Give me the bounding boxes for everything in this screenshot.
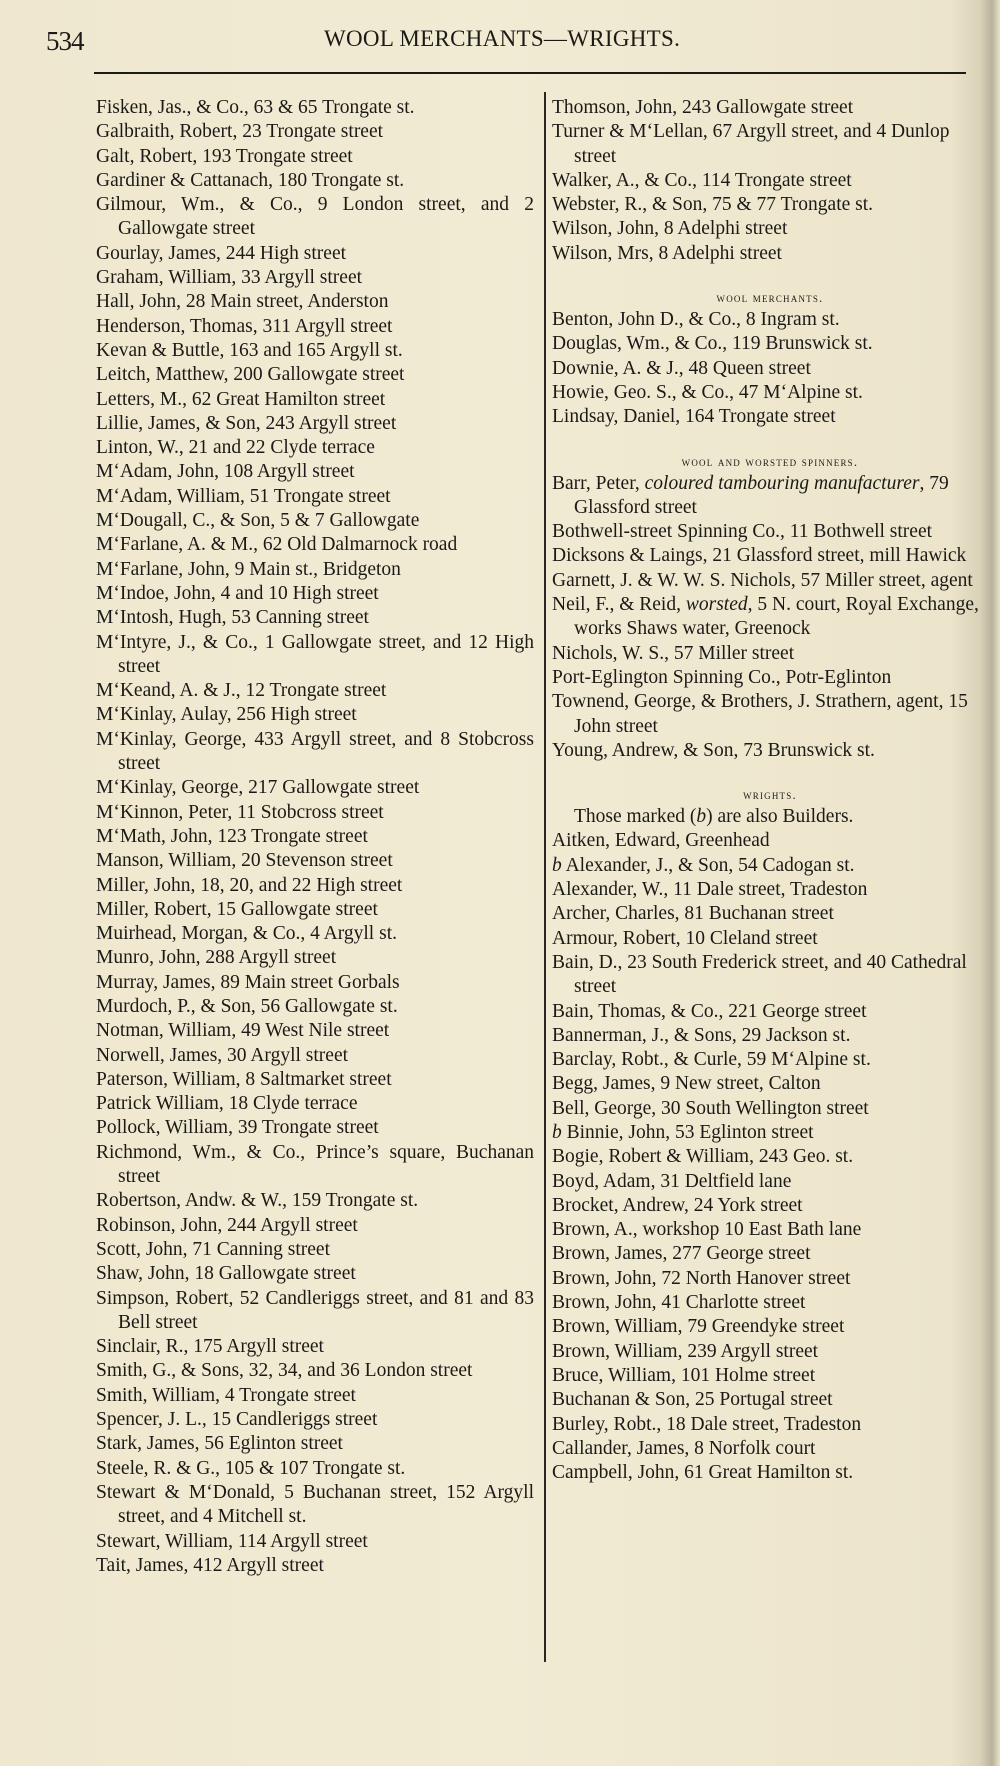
directory-entry: Lillie, James, & Son, 243 Argyll street	[96, 412, 397, 434]
directory-entry: Gardiner & Cattanach, 180 Trongate st.	[96, 169, 405, 191]
builders-note	[552, 805, 988, 829]
directory-entry: Hall, John, 28 Main street, Anderston	[96, 291, 389, 313]
wright-entry	[552, 1437, 988, 1461]
wright-entry	[552, 1340, 988, 1364]
entry-name: Nichols, W. S., 57 Miller street	[552, 642, 795, 664]
column-divider	[544, 92, 546, 1662]
builder-marker: b	[552, 854, 562, 876]
directory-entry: Patrick William, 18 Clyde terrace	[96, 1093, 358, 1115]
directory-entry: M‘Kinlay, George, 433 Argyll street, and 8 Stobcross street	[96, 728, 534, 775]
wright-entry	[552, 1121, 988, 1145]
directory-entry: Henderson, Thomas, 311 Argyll street	[96, 315, 393, 337]
wright-entry	[552, 1024, 988, 1048]
builder-marker: b	[552, 1121, 562, 1143]
entry-text: Burley, Robt., 18 Dale street, Tradeston	[552, 1413, 862, 1435]
header-rule	[94, 72, 966, 74]
directory-entry: Robertson, Andw. & W., 159 Trongate st.	[96, 1190, 419, 1212]
directory-entry: M‘Kinlay, Aulay, 256 High street	[96, 704, 357, 726]
entry-text: Archer, Charles, 81 Buchanan street	[552, 903, 834, 925]
directory-entry: Fisken, Jas., & Co., 63 & 65 Trongate st.	[96, 97, 415, 118]
directory-entry: M‘Dougall, C., & Son, 5 & 7 Gallowgate	[96, 510, 420, 532]
directory-entry: Galt, Robert, 193 Trongate street	[96, 145, 353, 167]
entry-name: Dicksons & Laings, 21 Glassford street, mill Hawick	[552, 545, 967, 567]
spinner-entry	[552, 544, 988, 568]
directory-entry: Sinclair, R., 175 Argyll street	[96, 1336, 324, 1358]
directory-entry: Steele, R. & G., 105 & 107 Trongate st.	[96, 1457, 406, 1479]
entry-text: Brown, A., workshop 10 East Bath lane	[552, 1219, 862, 1241]
entry-text: Boyd, Adam, 31 Deltfield lane	[552, 1170, 792, 1192]
wright-entry	[552, 1267, 988, 1291]
page-number: 534	[46, 26, 84, 56]
entry-text: Campbell, John, 61 Great Hamilton st.	[552, 1462, 854, 1484]
directory-entry: Spencer, J. L., 15 Candleriggs street	[96, 1409, 378, 1431]
directory-entry: Thomson, John, 243 Gallowgate street	[552, 97, 854, 118]
entry-text: Aitken, Edward, Greenhead	[552, 830, 770, 852]
section-heading-wrights: wrights.	[743, 787, 797, 803]
directory-entry: Manson, William, 20 Stevenson street	[96, 850, 393, 872]
directory-entry: Howie, Geo. S., & Co., 47 M‘Alpine st.	[552, 381, 863, 403]
entry-text: Brown, James, 277 George street	[552, 1243, 811, 1265]
entry-name: Townend, George, & Brothers, J. Strathern, agent, 15 John street	[552, 691, 968, 737]
continued-entries	[552, 96, 988, 266]
spinner-entry	[552, 690, 988, 739]
entry-name: Garnett, J. & W. W. S. Nichols, 57 Miller street, agent	[552, 569, 973, 591]
section-heading-spinners: wool and worsted spinners.	[681, 453, 859, 469]
directory-entry: M‘Intosh, Hugh, 53 Canning street	[96, 607, 369, 629]
entry-trade: worsted	[685, 594, 748, 616]
entry-text: Alexander, W., 11 Dale street, Tradeston	[552, 879, 868, 901]
directory-entry: Webster, R., & Son, 75 & 77 Trongate st.	[552, 194, 874, 216]
directory-entry: Stewart, William, 114 Argyll street	[96, 1530, 368, 1552]
wright-entry	[552, 1388, 988, 1412]
entry-text: Bruce, William, 101 Holme street	[552, 1364, 816, 1386]
directory-entry: M‘Math, John, 123 Trongate street	[96, 825, 368, 847]
directory-entry: Richmond, Wm., & Co., Prince’s square, Buchanan street	[96, 1141, 534, 1188]
spinner-entry	[552, 569, 988, 593]
directory-entry: M‘Intyre, J., & Co., 1 Gallowgate street, and 12 High street	[96, 631, 534, 677]
spinner-entry	[552, 739, 988, 763]
spinners-list	[552, 472, 988, 764]
wright-entry	[552, 1170, 988, 1194]
entry-text: Brown, John, 41 Charlotte street	[552, 1292, 806, 1314]
note-prefix: Those marked (	[574, 806, 697, 828]
directory-entry: M‘Adam, John, 108 Argyll street	[96, 461, 355, 483]
wright-entry	[552, 1145, 988, 1169]
directory-entry: Gilmour, Wm., & Co., 9 London street, and 2 Gallowgate street	[96, 194, 534, 240]
entry-text: Callander, James, 8 Norfolk court	[552, 1437, 816, 1459]
directory-entry: Wilson, John, 8 Adelphi street	[552, 218, 788, 240]
directory-entry: Turner & M‘Lellan, 67 Argyll street, and 4 Dunlop street	[552, 121, 950, 167]
directory-entry: Leitch, Matthew, 200 Gallowgate street	[96, 364, 405, 386]
wright-entry	[552, 1000, 988, 1024]
entry-address: , 5 N. court, Royal Exchange, works Shaws water, Greenock	[574, 594, 979, 640]
note-suffix: ) are also Builders.	[706, 806, 854, 828]
directory-entry: Kevan & Buttle, 163 and 165 Argyll st.	[96, 339, 403, 361]
note-marker: b	[696, 806, 707, 828]
directory-entry: Murray, James, 89 Main street Gorbals	[96, 971, 400, 993]
wright-entry	[552, 1461, 988, 1485]
entry-text: Brown, William, 239 Argyll street	[552, 1340, 819, 1362]
entry-name: Port-Eglington Spinning Co., Potr-Eglinton	[552, 666, 892, 688]
spinner-entry	[552, 642, 988, 666]
running-head: WOOL MERCHANTS—WRIGHTS.	[324, 26, 681, 51]
directory-entry: Benton, John D., & Co., 8 Ingram st.	[552, 309, 840, 331]
directory-entry: Miller, Robert, 15 Gallowgate street	[96, 898, 378, 920]
wright-entry	[552, 1291, 988, 1315]
entry-text: Bain, D., 23 South Frederick street, and 40 Cathedral street	[552, 951, 967, 998]
entry-text: Brown, William, 79 Greendyke street	[552, 1316, 845, 1338]
spinner-entry	[552, 666, 988, 690]
directory-entry: Tait, James, 412 Argyll street	[96, 1554, 324, 1576]
entry-name: Neil, F., & Reid,	[552, 594, 686, 616]
directory-entry: M‘Keand, A. & J., 12 Trongate street	[96, 680, 387, 702]
entry-address: , 79 Glassford street	[574, 472, 949, 518]
directory-entry: Munro, John, 288 Argyll street	[96, 947, 337, 969]
entry-text: Bannerman, J., & Sons, 29 Jackson st.	[552, 1024, 851, 1046]
directory-entry: Robinson, John, 244 Argyll street	[96, 1214, 358, 1236]
spinner-entry	[552, 593, 988, 642]
entry-text: Bell, George, 30 South Wellington street	[552, 1097, 869, 1119]
entry-text: Brown, John, 72 North Hanover street	[552, 1267, 851, 1289]
wright-entry	[552, 1242, 988, 1266]
directory-entry: Norwell, James, 30 Argyll street	[96, 1044, 349, 1066]
directory-entry: Lindsay, Daniel, 164 Trongate street	[552, 406, 836, 428]
wright-entry	[552, 1218, 988, 1242]
directory-entry: Miller, John, 18, 20, and 22 High street	[96, 874, 403, 896]
directory-entry: M‘Kinlay, George, 217 Gallowgate street	[96, 777, 420, 799]
directory-entry: Gourlay, James, 244 High street	[96, 242, 347, 264]
directory-entry: Shaw, John, 18 Gallowgate street	[96, 1263, 356, 1285]
directory-entry: Letters, M., 62 Great Hamilton street	[96, 388, 386, 410]
directory-entry: Simpson, Robert, 52 Candleriggs street, and 81 and 83 Bell street	[96, 1287, 534, 1333]
entry-trade: coloured tambouring manufacturer	[644, 472, 920, 494]
wright-entry	[552, 1097, 988, 1121]
wright-entry	[552, 878, 988, 902]
wright-entry	[552, 829, 988, 853]
directory-entry: Notman, William, 49 West Nile street	[96, 1020, 390, 1042]
directory-entry: Douglas, Wm., & Co., 119 Brunswick st.	[552, 333, 873, 355]
entry-text: Bogie, Robert & William, 243 Geo. st.	[552, 1146, 854, 1168]
entry-text: Armour, Robert, 10 Cleland street	[552, 927, 818, 949]
entry-text: Binnie, John, 53 Eglinton street	[566, 1121, 814, 1143]
directory-entry: Pollock, William, 39 Trongate street	[96, 1117, 379, 1139]
entry-text: Bain, Thomas, & Co., 221 George street	[552, 1000, 867, 1022]
entry-text: Begg, James, 9 New street, Calton	[552, 1073, 821, 1095]
entry-text: Buchanan & Son, 25 Portugal street	[552, 1389, 833, 1411]
wright-entry	[552, 1364, 988, 1388]
directory-entry: M‘Farlane, A. & M., 62 Old Dalmarnock road	[96, 534, 458, 556]
directory-entry: Paterson, William, 8 Saltmarket street	[96, 1068, 392, 1090]
directory-entry: M‘Kinnon, Peter, 11 Stobcross street	[96, 801, 384, 823]
entry-name: Young, Andrew, & Son, 73 Brunswick st.	[552, 739, 875, 761]
section-heading-wool-merchants: wool merchants.	[716, 290, 824, 306]
directory-entry: Linton, W., 21 and 22 Clyde terrace	[96, 437, 375, 459]
directory-entry: Graham, William, 33 Argyll street	[96, 267, 363, 289]
directory-entry: Muirhead, Morgan, & Co., 4 Argyll st.	[96, 923, 397, 945]
spinner-entry	[552, 472, 988, 521]
directory-entry: Walker, A., & Co., 114 Trongate street	[552, 169, 852, 191]
wrights-list	[552, 829, 988, 1485]
directory-entry: M‘Farlane, John, 9 Main st., Bridgeton	[96, 558, 401, 580]
directory-entry: Galbraith, Robert, 23 Trongate street	[96, 121, 384, 143]
wright-entry	[552, 854, 988, 878]
wright-entry	[552, 902, 988, 926]
directory-entry: Smith, G., & Sons, 32, 34, and 36 London street	[96, 1360, 473, 1382]
entry-name: Barr, Peter,	[552, 472, 645, 494]
directory-entry: Murdoch, P., & Son, 56 Gallowgate st.	[96, 995, 398, 1017]
directory-entry: Wilson, Mrs, 8 Adelphi street	[552, 242, 782, 264]
right-column	[552, 96, 988, 1485]
directory-entry: M‘Indoe, John, 4 and 10 High street	[96, 582, 379, 604]
wright-entry	[552, 1194, 988, 1218]
directory-entry: Scott, John, 71 Canning street	[96, 1238, 330, 1260]
spinner-entry	[552, 520, 988, 544]
directory-entry: Smith, William, 4 Trongate street	[96, 1384, 356, 1406]
directory-entry: Stewart & M‘Donald, 5 Buchanan street, 152 Argyll street, and 4 Mitchell st.	[96, 1481, 534, 1528]
wright-entry	[552, 1072, 988, 1096]
wright-entry	[552, 1048, 988, 1072]
wright-entry	[552, 951, 988, 1000]
left-column	[96, 96, 534, 1578]
wright-entry	[552, 927, 988, 951]
directory-entry: M‘Adam, William, 51 Trongate street	[96, 485, 391, 507]
entry-text: Brocket, Andrew, 24 York street	[552, 1194, 803, 1216]
directory-entry: Downie, A. & J., 48 Queen street	[552, 357, 811, 379]
wright-entry	[552, 1413, 988, 1437]
wool-merchants-list	[552, 308, 988, 429]
entry-name: Bothwell-street Spinning Co., 11 Bothwell street	[552, 521, 933, 543]
entry-text: Barclay, Robt., & Curle, 59 M‘Alpine st.	[552, 1049, 871, 1071]
wright-entry	[552, 1315, 988, 1339]
directory-entry: Stark, James, 56 Eglinton street	[96, 1433, 343, 1455]
entry-text: Alexander, J., & Son, 54 Cadogan st.	[565, 854, 855, 876]
